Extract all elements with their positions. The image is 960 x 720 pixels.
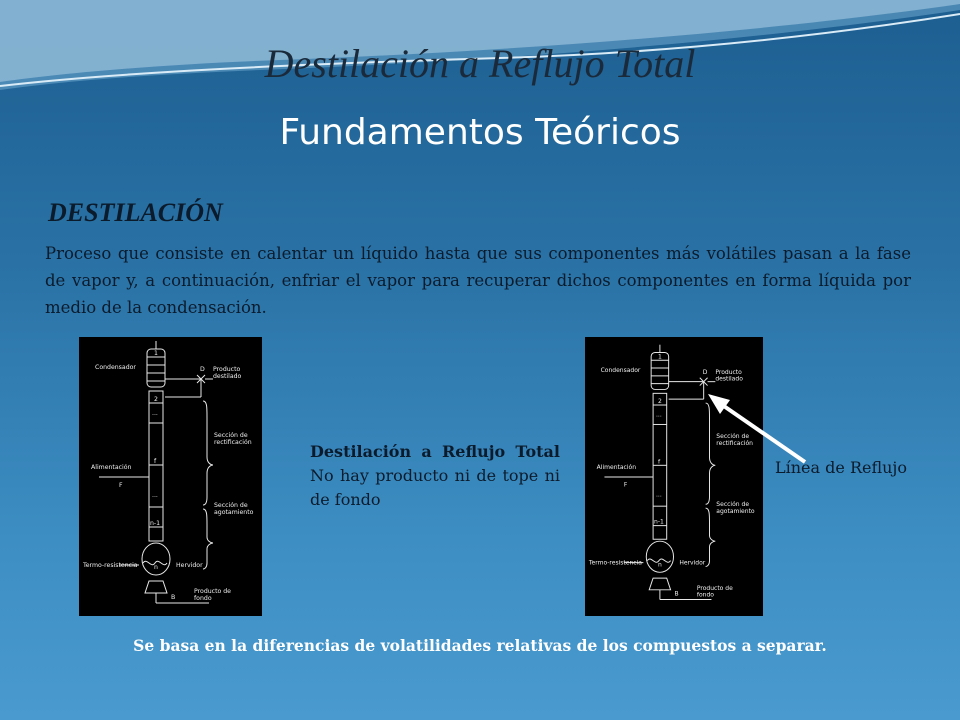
agotamiento-label-2: agotamiento bbox=[214, 509, 254, 516]
reflux-arrow-icon bbox=[700, 388, 810, 468]
rectificacion-label-2: rectificación bbox=[716, 439, 753, 447]
alimentacion-label: Alimentación bbox=[596, 464, 637, 472]
stage-2-label: 2 bbox=[154, 396, 158, 403]
caption bbox=[310, 440, 560, 512]
producto-fondo-label-1: Producto de bbox=[696, 584, 733, 592]
stage-n1-label: n-1 bbox=[654, 518, 664, 526]
d-label: D bbox=[702, 368, 708, 376]
footer-note: Se basa en la diferencias de volatilidades relativas de los compuestos a separar. bbox=[133, 636, 827, 655]
b-label: B bbox=[171, 594, 176, 601]
definition-paragraph: Proceso que consiste en calentar un líquido hasta que sus componentes más volátiles pasan a la fase de vapor y, a continuación, enfriar el vapor para recuperar dichos componentes en forma líquida por medio de la condensación. bbox=[45, 244, 911, 317]
producto-destilado-label-1: Producto bbox=[715, 368, 742, 376]
producto-destilado-label-2: destilado bbox=[213, 373, 242, 380]
producto-fondo-label-1: Producto de bbox=[194, 588, 231, 595]
f-label: F bbox=[623, 481, 628, 489]
column-schematic-left bbox=[79, 337, 262, 616]
alimentacion-label: Alimentación bbox=[91, 464, 132, 471]
stage-1-label: 1 bbox=[154, 350, 158, 357]
section-heading: DESTILACIÓN bbox=[48, 198, 223, 227]
agotamiento-label-1: Sección de bbox=[214, 502, 248, 509]
stage-f-label: f bbox=[154, 458, 157, 465]
producto-destilado-label-2: destilado bbox=[715, 375, 743, 383]
slide-title: Destilación a Reflujo Total bbox=[264, 41, 696, 86]
d-label: D bbox=[200, 366, 205, 373]
reflux-line-label: Línea de Reflujo bbox=[775, 458, 908, 477]
agotamiento-label-2: agotamiento bbox=[716, 507, 755, 515]
stage-n-label: n bbox=[154, 564, 158, 571]
b-label: B bbox=[674, 590, 679, 598]
distillation-column-diagram-left bbox=[79, 337, 262, 616]
termo-resistencia-label: Termo-resistencia bbox=[588, 559, 642, 567]
distillation-column-diagram-right bbox=[585, 337, 763, 616]
dots-label-2: ... bbox=[152, 492, 158, 499]
stage-n1-label: n-1 bbox=[150, 520, 161, 527]
termo-resistencia-label: Termo-resistencia bbox=[83, 562, 138, 569]
condensador-label: Condensador bbox=[600, 366, 641, 374]
f-label: F bbox=[119, 482, 123, 489]
column-schematic-right bbox=[585, 337, 763, 616]
hervidor-label: Hervidor bbox=[176, 562, 203, 569]
stage-f-label: f bbox=[657, 458, 661, 466]
hervidor-label: Hervidor bbox=[679, 559, 706, 567]
producto-destilado-label-1: Producto bbox=[213, 366, 241, 373]
caption-rest: No hay producto ni de tope ni de fondo bbox=[310, 466, 560, 509]
stage-1-label: 1 bbox=[657, 353, 662, 361]
stage-n-label: n bbox=[657, 561, 662, 569]
dots-label-1: ... bbox=[656, 411, 662, 419]
stage-2-label: 2 bbox=[657, 398, 662, 406]
rectificacion-label-1: Sección de bbox=[716, 433, 750, 441]
producto-fondo-label-2: fondo bbox=[194, 595, 212, 602]
caption-bold: Destilación a Reflujo Total bbox=[310, 442, 560, 461]
agotamiento-label-1: Sección de bbox=[716, 501, 750, 509]
producto-fondo-label-2: fondo bbox=[696, 591, 714, 599]
condensador-label: Condensador bbox=[95, 364, 136, 371]
rectificacion-label-1: Sección de bbox=[214, 432, 248, 439]
rectificacion-label-2: rectificación bbox=[214, 439, 252, 446]
dots-label-1: ... bbox=[152, 410, 158, 417]
dots-label-2: ... bbox=[656, 491, 662, 499]
slide-subtitle: Fundamentos Teóricos bbox=[279, 112, 681, 153]
